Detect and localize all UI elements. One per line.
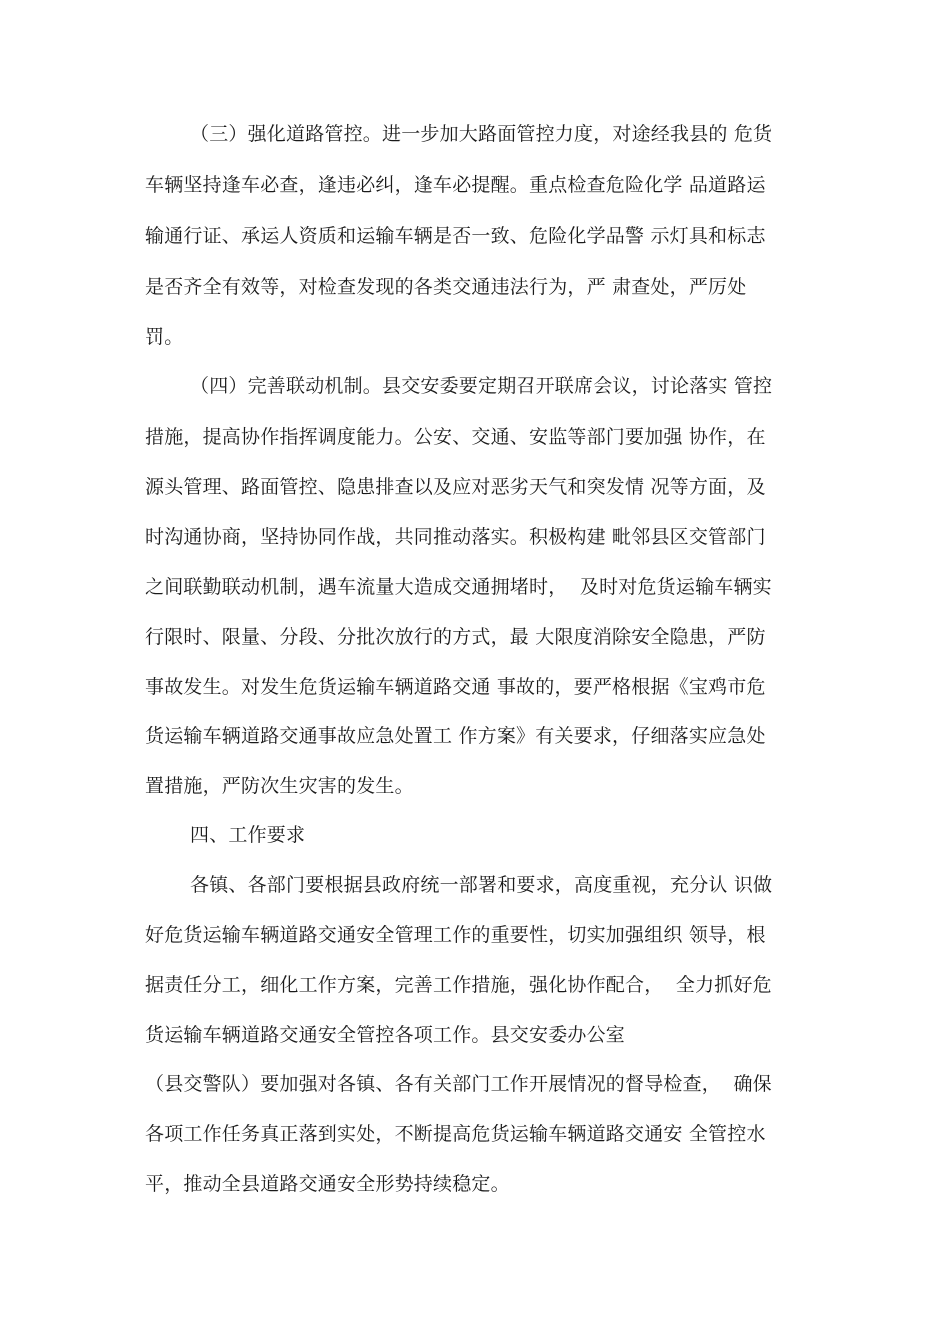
text-line: 源头管理、路面管控、隐患排查以及应对恶劣天气和突发情 况等方面，及 <box>145 476 766 498</box>
text-line: 好危货运输车辆道路交通安全管理工作的重要性，切实加强组织 领导，根 <box>145 924 766 946</box>
text-line: 车辆坚持逢车必查，逢违必纠，逢车必提醒。重点检查危险化学 品道路运 <box>145 174 766 196</box>
text-line: 措施，提高协作指挥调度能力。公安、交通、安监等部门要加强 协作，在 <box>145 426 766 448</box>
text-line: 时沟通协商，坚持协同作战，共同推动落实。积极构建 毗邻县区交管部门 <box>145 526 766 548</box>
text-line: 各项工作任务真正落到实处，不断提高危货运输车辆道路交通安 全管控水 <box>145 1123 766 1145</box>
text-line: 置措施，严防次生灾害的发生。 <box>145 775 414 797</box>
text-line: 各镇、各部门要根据县政府统一部署和要求，高度重视，充分认 识做 <box>190 874 773 896</box>
text-line: 之间联勤联动机制，遇车流量大造成交通拥堵时， 及时对危货运输车辆实 <box>145 576 772 598</box>
text-line: 事故发生。对发生危货运输车辆道路交通 事故的，要严格根据《宝鸡市危 <box>145 676 766 698</box>
text-line: 是否齐全有效等，对检查发现的各类交通违法行为，严 肃查处，严厉处 <box>145 276 747 298</box>
text-line: 平，推动全县道路交通安全形势持续稳定。 <box>145 1173 510 1195</box>
text-line: 货运输车辆道路交通事故应急处置工 作方案》有关要求，仔细落实应急处 <box>145 725 766 747</box>
text-line: 罚。 <box>145 326 184 348</box>
text-line: 输通行证、承运人资质和运输车辆是否一致、危险化学品警 示灯具和标志 <box>145 225 766 247</box>
text-line: 行限时、限量、分段、分批次放行的方式，最 大限度消除安全隐患，严防 <box>145 626 766 648</box>
text-line: （三）强化道路管控。进一步加大路面管控力度，对途经我县的 危货 <box>190 123 773 145</box>
text-line: （四）完善联动机制。县交安委要定期召开联席会议，讨论落实 管控 <box>190 375 773 397</box>
text-line: （县交警队）要加强对各镇、各有关部门工作开展情况的督导检查， 确保 <box>145 1073 772 1095</box>
text-line: 据责任分工，细化工作方案，完善工作措施，强化协作配合， 全力抓好危 <box>145 974 772 996</box>
text-line: 货运输车辆道路交通安全管控各项工作。县交安委办公室 <box>145 1024 626 1046</box>
section-heading: 四、工作要求 <box>190 824 306 846</box>
